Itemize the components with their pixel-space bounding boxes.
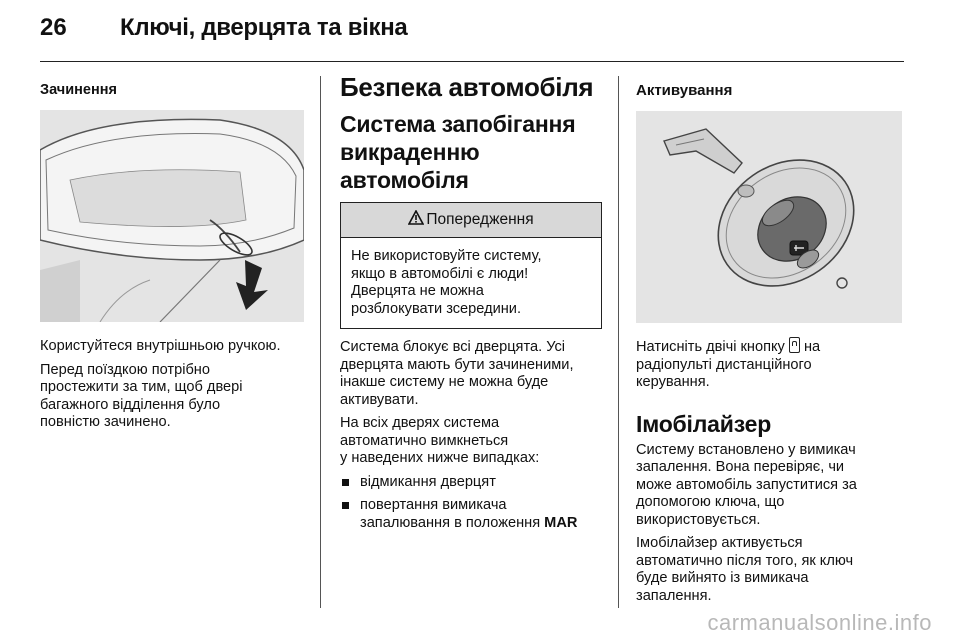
tailgate-illustration — [40, 110, 304, 322]
bullet-icon — [342, 479, 349, 486]
security-paragraph-2: На всіх дверях система автоматично вимкнеться у наведених нижче випадках: — [340, 415, 540, 466]
warning-text: Не використовуйте систему, якщо в автомобілі є люди! Дверцята не можна розблокувати зсередини. — [351, 248, 542, 317]
deactivation-list — [340, 474, 602, 533]
warning-title: Попередження — [426, 211, 534, 228]
security-heading: Безпека автомобіля — [340, 72, 594, 102]
activation-instruction: Натисніть двічі кнопку на радіопульті дистанційного керування. — [636, 339, 821, 390]
column-closing — [40, 72, 304, 432]
warning-icon — [408, 210, 424, 230]
warning-box — [340, 202, 602, 329]
list-item: повертання вимикача запалювання в положення MAR — [340, 497, 602, 532]
header-rule — [40, 61, 904, 62]
closing-note: Перед поїздкою потрібно простежити за тим, щоб двері багажного відділення було повністю зачинено. — [40, 361, 243, 430]
immobilizer-heading: Імобілайзер — [636, 410, 772, 437]
list-item: відмикання дверцят — [340, 474, 602, 492]
activation-heading: Активування — [636, 82, 733, 99]
immobilizer-paragraph-2: Імобілайзер активується автоматично після того, як ключ буде вийнято із вимикача запалення. — [636, 535, 854, 604]
tailgate-image — [40, 110, 304, 322]
column-activation — [636, 72, 902, 605]
remote-key-image — [636, 111, 902, 323]
page-title: Ключі, дверцята та вікна — [120, 14, 408, 41]
column-vehicle-security — [340, 72, 602, 538]
remote-key-illustration — [636, 111, 902, 323]
mar-position: MAR — [544, 514, 578, 531]
column-divider-2 — [618, 76, 619, 608]
closing-instruction: Користуйтеся внутрішньою ручкою. — [40, 338, 281, 354]
lock-button-icon — [789, 337, 800, 353]
closing-heading: Зачинення — [40, 82, 117, 98]
page-header — [40, 14, 920, 54]
immobilizer-paragraph-1: Систему встановлено у вимикач запалення. Вона перевіряє, чи може автомобіль запуститися за допомогою ключа, що використовується. — [636, 441, 857, 528]
warning-header — [341, 203, 601, 238]
page-number: 26 — [40, 14, 67, 41]
bullet-icon — [342, 502, 349, 509]
column-divider-1 — [320, 76, 321, 608]
watermark: carmanualsonline.info — [707, 610, 932, 635]
security-paragraph-1: Система блокує всі дверцята. Усі дверцята мають бути зачиненими, інакше систему не можна буде активувати. — [340, 339, 574, 408]
antitheft-heading: Система запобігання викраденню автомобіля — [340, 111, 576, 193]
